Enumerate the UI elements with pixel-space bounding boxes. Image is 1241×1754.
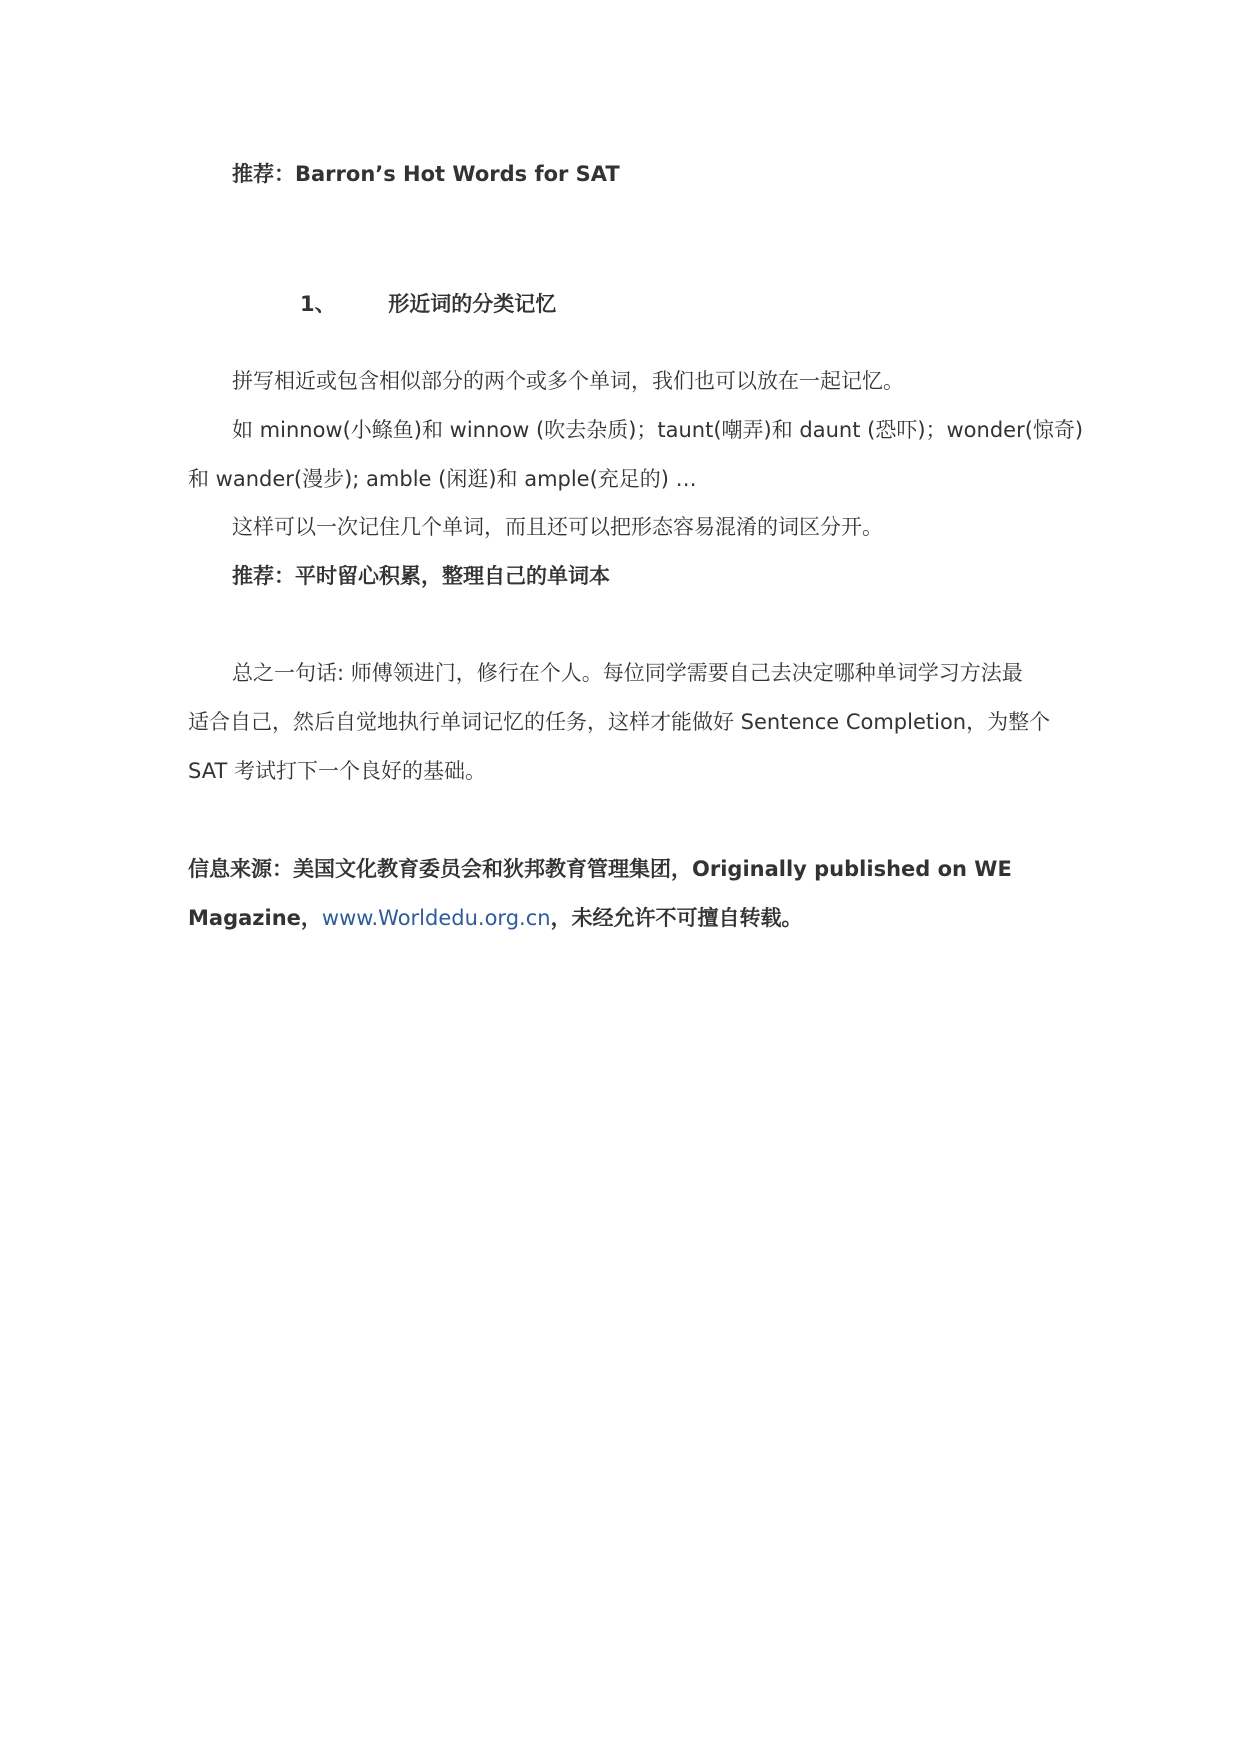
source-url-link[interactable]: www.Worldedu.org.cn	[321, 906, 551, 930]
recommend-label: 推荐：	[232, 162, 295, 186]
recommend-line-2: 推荐：平时留心积累，整理自己的单词本	[232, 564, 610, 588]
paragraph-2-line-2: 和 wander(漫步); amble (闲逛)和 ample(充足的) …	[188, 467, 697, 491]
source-line-1	[188, 855, 1012, 883]
conclusion-line-3: SAT 考试打下一个良好的基础。	[188, 759, 486, 783]
paragraph-1: 拼写相近或包含相似部分的两个或多个单词，我们也可以放在一起记忆。	[232, 369, 904, 393]
source-notice: ，未经允许不可擅自转载。	[550, 906, 803, 930]
conclusion-line-2: 适合自己，然后自觉地执行单词记忆的任务，这样才能做好 Sentence Completion，为整个	[188, 710, 1051, 734]
section-number: 1、	[300, 292, 336, 316]
section-heading	[300, 290, 556, 318]
source-magazine: Magazine，	[188, 906, 322, 930]
conclusion-line-1: 总之一句话: 师傅领进门，修行在个人。每位同学需要自己去决定哪种单词学习方法最	[232, 661, 1023, 685]
source-line-2	[188, 904, 803, 932]
source-organization: 美国文化教育委员会和狄邦教育管理集团，	[293, 857, 692, 881]
recommend-book-title: Barron’s Hot Words for SAT	[295, 162, 620, 186]
source-published: Originally published on WE	[692, 857, 1012, 881]
paragraph-2-line-1: 如 minnow(小鲦鱼)和 winnow (吹去杂质)；taunt(嘲弄)和 daunt (恐吓)；wonder(惊奇)	[232, 418, 1084, 442]
source-label: 信息来源：	[188, 857, 293, 881]
paragraph-3: 这样可以一次记住几个单词，而且还可以把形态容易混淆的词区分开。	[232, 515, 883, 539]
recommend-line-1	[232, 160, 620, 188]
section-title: 形近词的分类记忆	[388, 292, 557, 316]
